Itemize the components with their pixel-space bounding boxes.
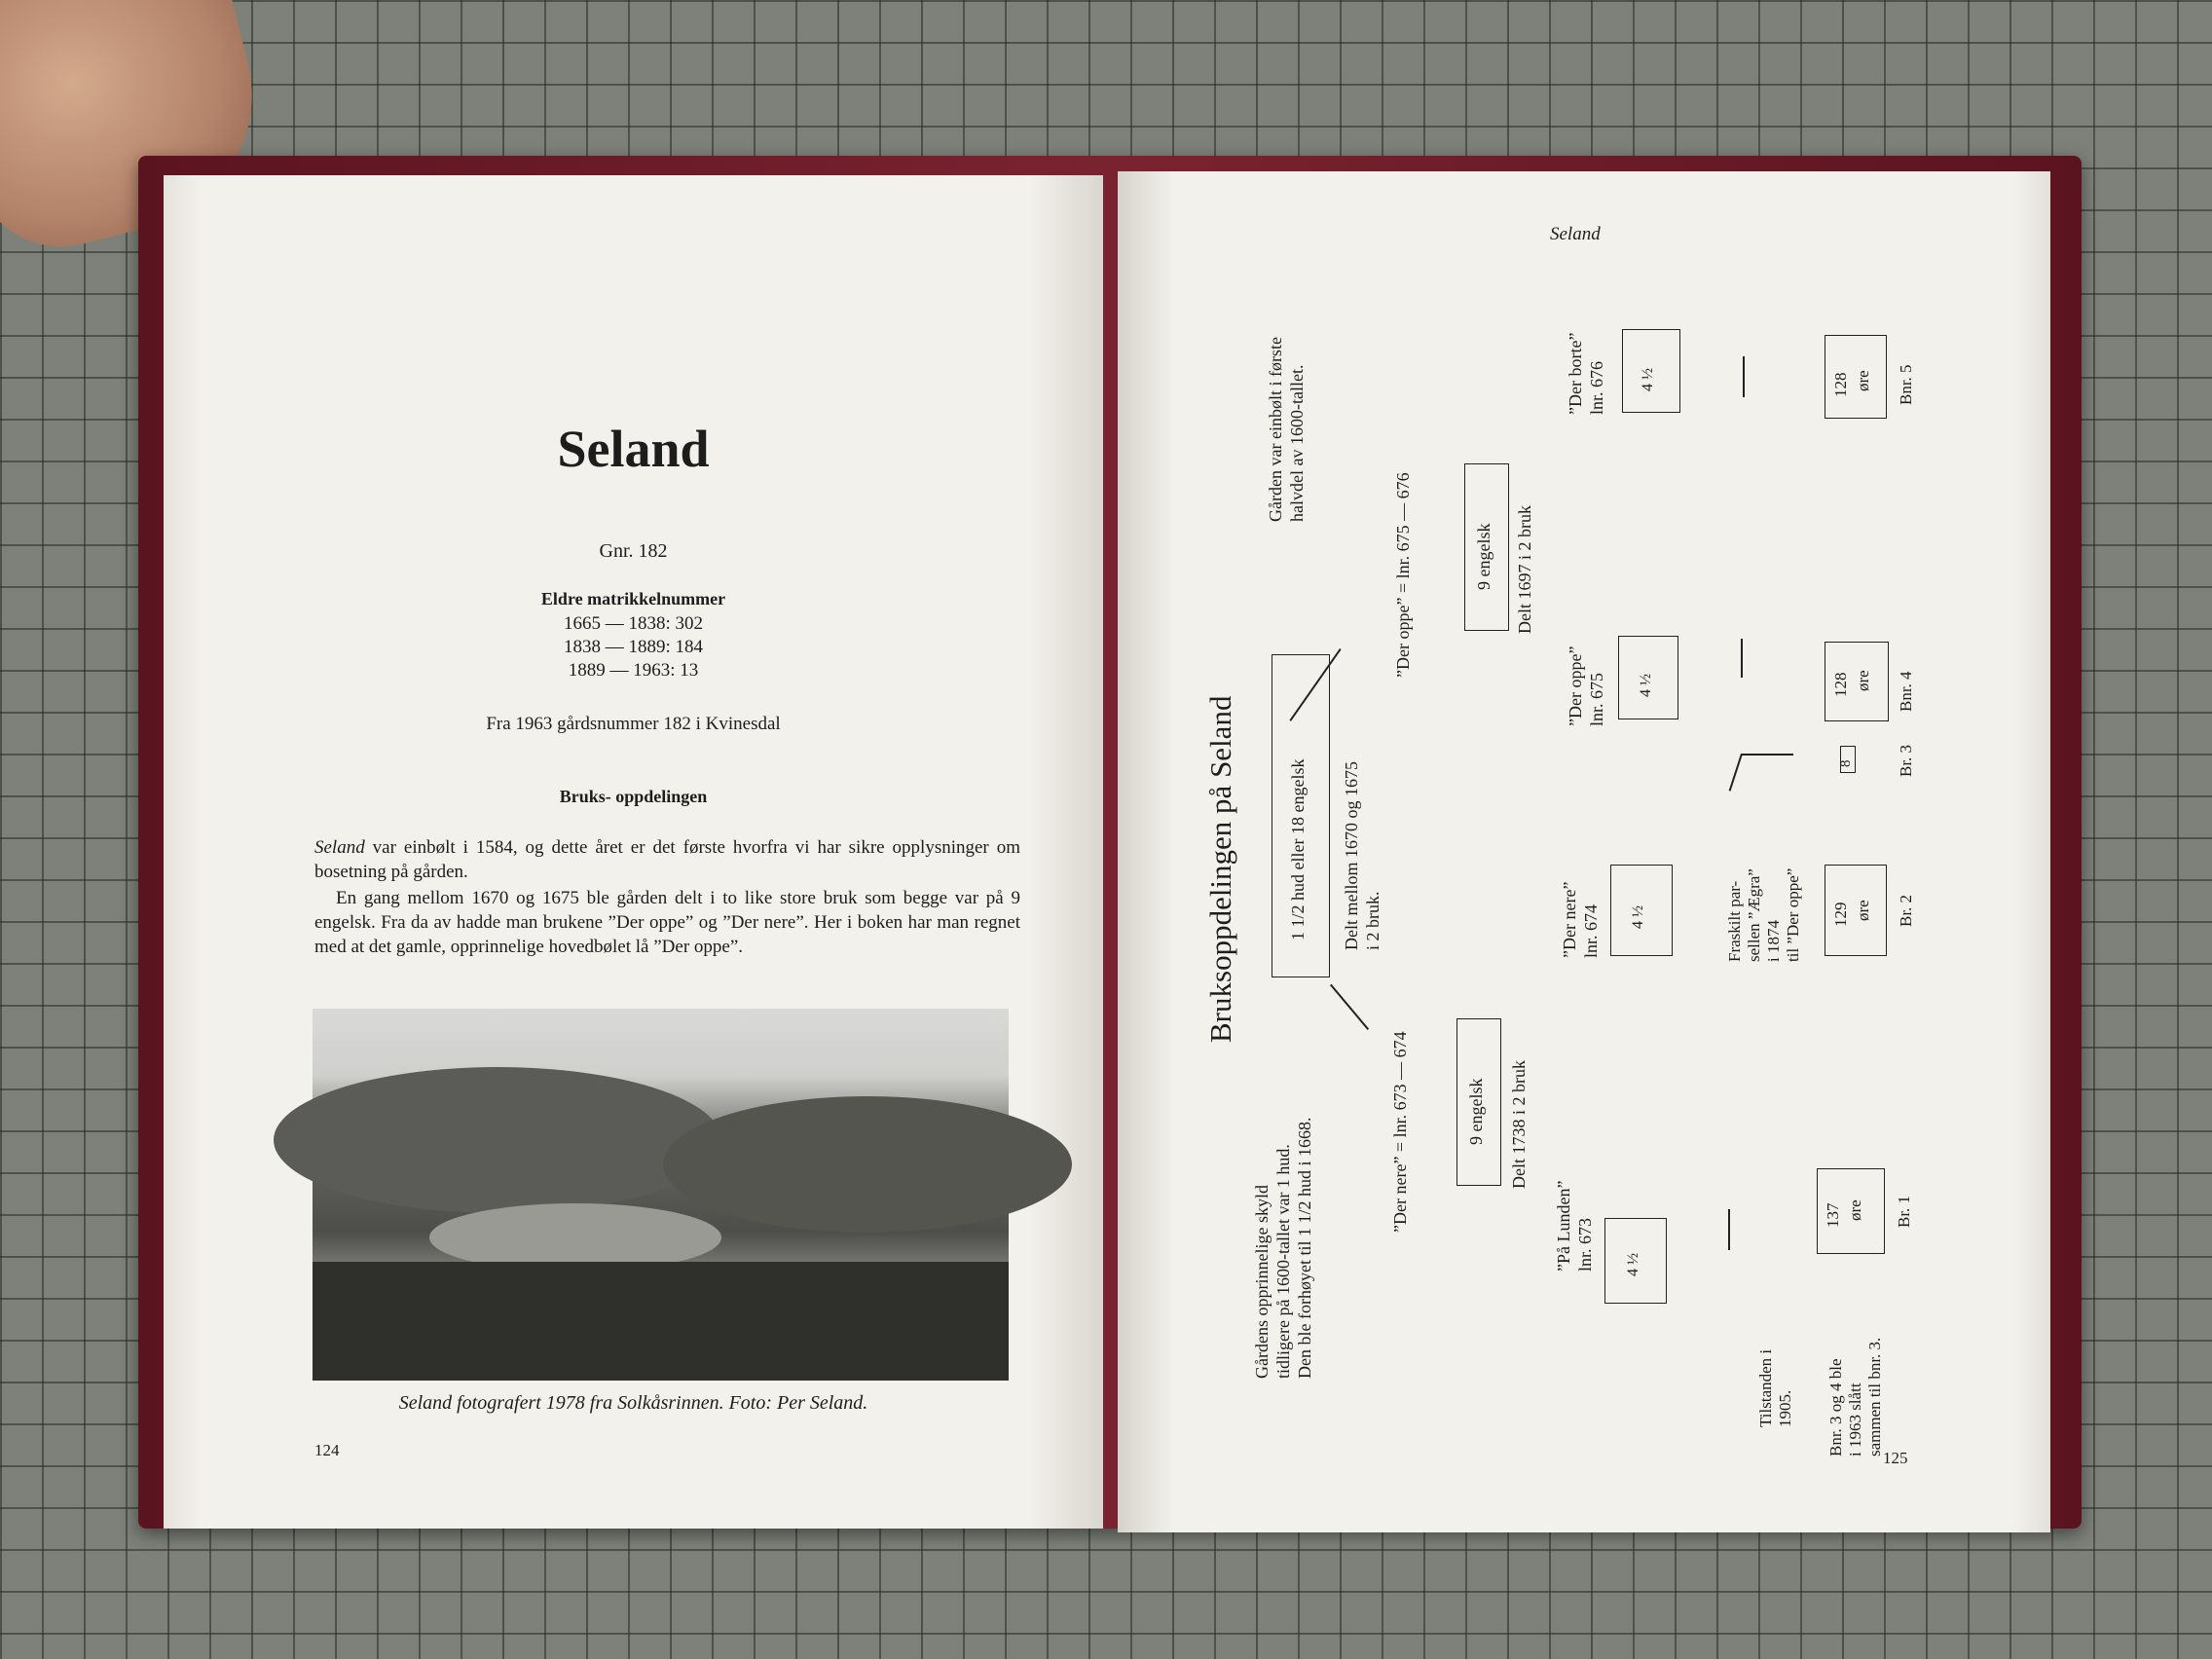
seland-italic: Seland — [314, 837, 365, 858]
tilstanden-2: 1905. — [1776, 1389, 1794, 1427]
diagram-title: Bruksoppdelingen på Seland — [1203, 695, 1237, 1043]
oppe-split-note: Delt 1697 i 2 bruk — [1515, 505, 1534, 634]
bnr-note-3: sammen til bnr. 3. — [1865, 1337, 1884, 1456]
bruk-2-bnr: Br. 2 — [1897, 894, 1915, 927]
bruk-2-ore-2: øre — [1854, 900, 1872, 921]
page-number-right: 125 — [1883, 1449, 1908, 1467]
photo-caption: Seland fotografert 1978 fra Solkåsrinnen. Foto: Per Seland. — [398, 1392, 868, 1414]
bruk-4-value: 4 ½ — [1640, 368, 1656, 391]
paragraph-1 — [314, 835, 1020, 884]
bnr-note-2: i 1963 slått — [1846, 1382, 1864, 1456]
bruk-1-name: ”På Lunden” — [1554, 1180, 1573, 1272]
left-page — [164, 175, 1103, 1529]
fra-1963-line: Fra 1963 gårdsnummer 182 i Kvinesdal — [486, 714, 781, 734]
tilstanden-1: Tilstanden i — [1756, 1348, 1775, 1427]
einbolt-note-1: Gården var einbølt i første — [1266, 337, 1285, 522]
fraskilt-3: i 1874 — [1764, 920, 1783, 962]
bruk-3-lnr: lnr. 675 — [1587, 672, 1606, 726]
bruk-2-value: 4 ½ — [1630, 905, 1646, 929]
matrikkel-heading: Eldre matrikkelnummer — [540, 589, 726, 608]
bruk-2-name: ”Der nere” — [1560, 881, 1579, 958]
bruk-4-lnr: lnr. 676 — [1587, 360, 1606, 415]
origin-note-2: tidligere på 1600-tallet var 1 hud. — [1273, 1144, 1293, 1379]
connector-bottom — [1330, 984, 1369, 1030]
page-title: Seland — [557, 420, 710, 478]
split-note-1: Delt mellom 1670 og 1675 — [1342, 761, 1361, 950]
bruk-1-ore-2: øre — [1846, 1199, 1864, 1221]
oppe-9-engelsk-label: 9 engelsk — [1474, 523, 1493, 590]
landscape-photo — [313, 1009, 1009, 1381]
nere-split-note: Delt 1738 i 2 bruk — [1509, 1060, 1529, 1189]
bruk-1-value: 4 ½ — [1625, 1253, 1641, 1276]
bruk-2-lnr: lnr. 674 — [1581, 903, 1601, 958]
section-heading: Bruks- oppdelingen — [559, 787, 708, 806]
bruk-1-lnr: lnr. 673 — [1575, 1217, 1595, 1272]
bruk-4-ore-2: øre — [1854, 370, 1872, 391]
fraskilt-1: Fraskilt par- — [1725, 880, 1744, 962]
bruk-4-dash — [1743, 356, 1745, 397]
bruk-3-dash — [1741, 639, 1743, 678]
bruk-3-ore-2: øre — [1854, 670, 1872, 691]
hill-right — [663, 1096, 1072, 1233]
fraskilt-connector — [1729, 754, 1743, 792]
bruk-3-value: 4 ½ — [1638, 674, 1654, 697]
einbolt-note-2: halvdel av 1600-tallet. — [1287, 364, 1307, 522]
fraskilt-connector-h — [1741, 754, 1793, 756]
matrikkel-line-2: 1838 — 1889: 184 — [563, 637, 704, 657]
bruk-2-ore-1: 129 — [1831, 902, 1850, 927]
br-3-label: Br. 3 — [1897, 744, 1915, 777]
gnr-label: Gnr. 182 — [599, 540, 668, 562]
bruk-3-bnr: Bnr. 4 — [1897, 671, 1915, 712]
bruk-4-ore-1: 128 — [1831, 372, 1850, 397]
matrikkel-line-3: 1889 — 1963: 13 — [568, 660, 699, 681]
bruk-4-name: ”Der borte” — [1566, 332, 1585, 415]
matrikkel-line-1: 1665 — 1838: 302 — [563, 613, 704, 634]
bruk-1-ore-1: 137 — [1824, 1202, 1842, 1228]
nere-9-engelsk-label: 9 engelsk — [1466, 1078, 1486, 1145]
bruk-1-dash — [1728, 1209, 1730, 1250]
paragraph-1-text: var einbølt i 1584, og dette året er det første hvorfra vi har sikre opplysninger om bosetning på gården. — [314, 837, 1020, 882]
bruk-4-bnr: Bnr. 5 — [1897, 364, 1915, 405]
hill-left — [274, 1067, 721, 1213]
der-oppe-label: ”Der oppe” = lnr. 675 — 676 — [1393, 472, 1413, 678]
bruk-3-ore-1: 128 — [1831, 672, 1850, 697]
bruk-1-bnr: Br. 1 — [1895, 1195, 1913, 1228]
origin-note-1: Gårdens opprinnelige skyld — [1252, 1185, 1272, 1379]
bnr-note-1: Bnr. 3 og 4 ble — [1826, 1358, 1845, 1456]
origin-note-3: Den ble forhøyet til 1 1/2 hud i 1668. — [1295, 1117, 1314, 1379]
der-nere-label: ”Der nere” = lnr. 673 — 674 — [1390, 1031, 1410, 1233]
paragraph-2: En gang mellom 1670 og 1675 ble gården delt i to like store bruk som begge var på 9 engelsk. Fra da av hadde man brukene ”Der oppe” og ”Der nere”. Her i boken har man regnet med at det gamle, opprinnelige hovedbølet lå ”Der oppe”. — [314, 888, 1020, 957]
original-farm-label: 1 1/2 hud eller 18 engelsk — [1288, 758, 1308, 940]
page-number-left: 124 — [314, 1441, 340, 1459]
forest — [313, 1262, 1009, 1381]
running-head: Seland — [1550, 224, 1601, 244]
br-3-value: 8 — [1838, 759, 1854, 767]
split-note-2: i 2 bruk. — [1363, 891, 1382, 950]
bruk-3-name: ”Der oppe” — [1566, 645, 1585, 726]
fraskilt-4: til ”Der oppe” — [1784, 867, 1802, 962]
right-page — [1118, 171, 2050, 1532]
fraskilt-2: sellen ”Ægra” — [1745, 868, 1763, 962]
